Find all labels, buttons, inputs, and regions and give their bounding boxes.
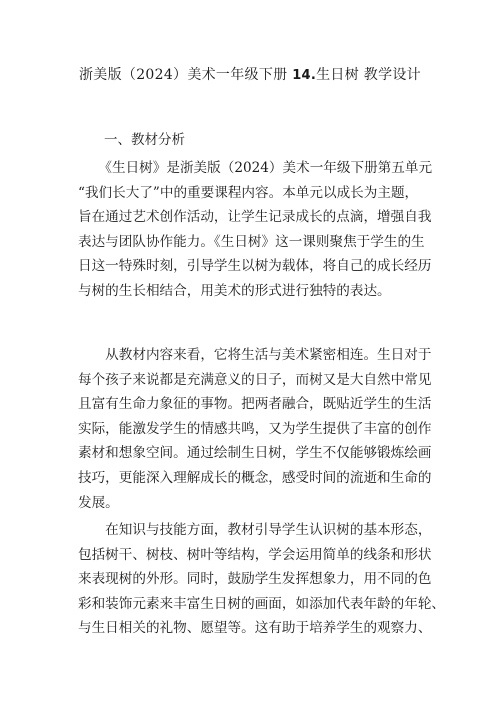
paragraph-line: 日这一特殊时刻，引导学生以树为载体，将自己的成长经历 [78,258,432,275]
paragraph-line: 素材和想象空间。通过绘制生日树，学生不仅能够锻炼绘画 [78,445,432,462]
paragraph-line: 包括树干、树枝、树叶等结构，学会运用简单的线条和形状 [78,546,432,563]
paragraph-line: 彩和装饰元素来丰富生日树的画面，如添加代表年龄的年轮、 [78,595,446,612]
paragraph-line: 表达与团队协作能力。《生日树》这一课则聚焦于学生的生 [78,233,425,250]
section-heading-textbook-analysis: 一、教材分析 [104,132,185,148]
paragraph-line: 且富有生命力象征的事物。把两者融合，既贴近学生的生活 [78,396,432,413]
paragraph-line: 发展。 [78,494,119,511]
paragraph-1 [78,156,433,304]
paragraph-line: 旨在通过艺术创作活动，让学生记录成长的点滴，增强自我 [78,209,432,226]
title-prefix: 浙美版（2024）美术一年级下册 [79,67,293,83]
paragraph-line: 技巧，更能深入理解成长的概念，感受时间的流逝和生命的 [78,469,432,486]
paragraph-line: 与生日相关的礼物、愿望等。这有助于培养学生的观察力、 [78,620,432,637]
paragraph-line: 来表现树的外形。同时，鼓励学生发挥想象力，用不同的色 [78,571,432,588]
document-title [0,64,500,84]
paragraph-line: 《生日树》是浙美版（2024）美术一年级下册第五单元 [78,160,433,176]
paragraph-2 [78,343,432,515]
paragraph-line: 与树的生长相结合，用美术的形式进行独特的表达。 [78,282,391,299]
paragraph-3 [78,518,446,641]
title-suffix: 生日树 教学设计 [316,67,421,83]
paragraph-line: 在知识与技能方面，教材引导学生认识树的基本形态， [78,522,432,538]
paragraph-line: 每个孩子来说都是充满意义的日子，而树又是大自然中常见 [78,371,432,388]
paragraph-line: 实际，能激发学生的情感共鸣，又为学生提供了丰富的创作 [78,420,432,437]
title-number: 14. [292,68,317,83]
paragraph-line: “我们长大了”中的重要课程内容。本单元以成长为主题， [78,184,419,201]
paragraph-line: 从教材内容来看，它将生活与美术紧密相连。生日对于 [78,347,432,363]
